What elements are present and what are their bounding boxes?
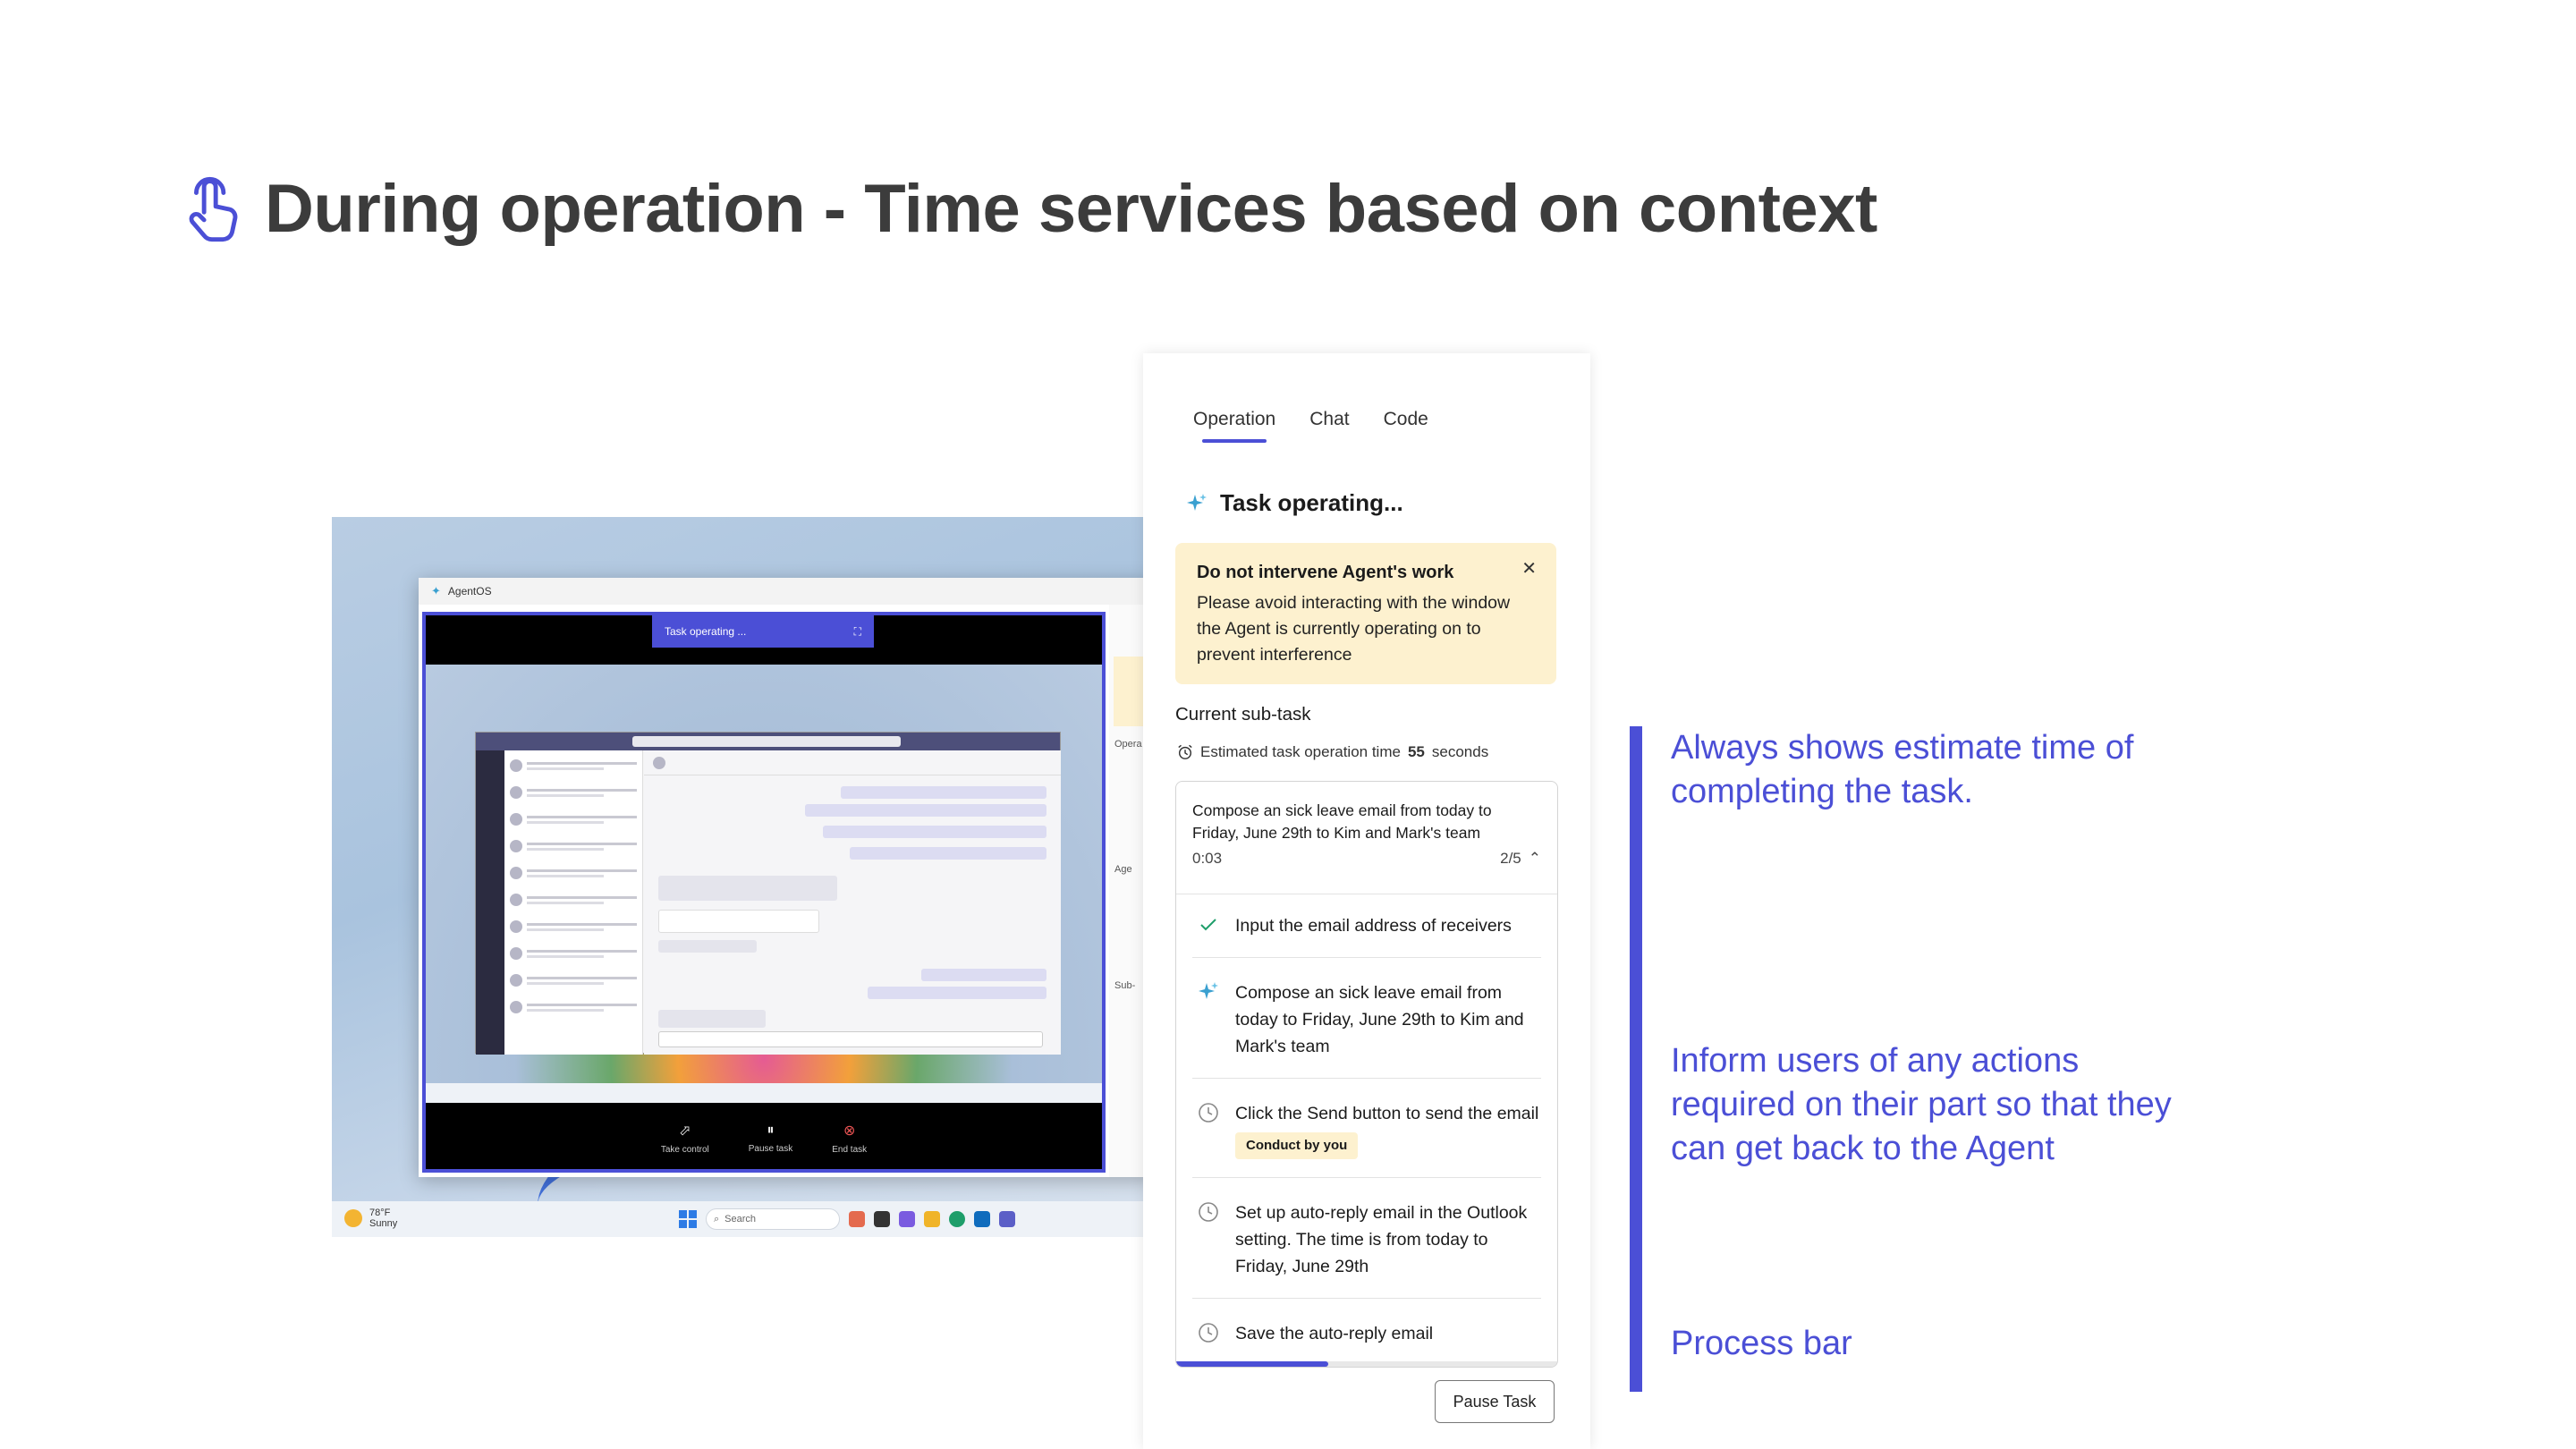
store-icon[interactable] [974,1211,990,1227]
hand-pointer-icon [182,175,245,243]
teams-topbar [476,733,1060,750]
sparkle-icon: ✦ [431,584,441,597]
operating-bar [652,615,874,648]
annotation-estimate-time: Always shows estimate time of completing the task. [1671,729,2134,810]
file-explorer-icon[interactable] [924,1211,940,1227]
tab-chat[interactable]: Chat [1309,409,1350,429]
task-status-heading [1186,489,1403,517]
side-label-sub: Sub- [1114,980,1136,991]
pause-icon: ⏸ [767,1122,775,1138]
clock-icon [1198,1102,1219,1123]
step-text: Set up auto-reply email in the Outlook setting. The time is from today to Friday, June 29th [1235,1203,1528,1276]
step-item [1192,1299,1541,1366]
taskbar-search-label: Search [724,1214,757,1224]
list-item [510,808,637,831]
edge-icon[interactable] [949,1211,965,1227]
estimated-time [1177,743,1488,761]
tab-operation[interactable]: Operation [1193,409,1275,443]
taskbar-center [679,1208,1015,1230]
agent-os-window [419,578,1155,1177]
step-text: Click the Send button to send the email [1235,1104,1539,1123]
estimate-unit: seconds [1431,743,1489,760]
clock-icon [1198,1322,1219,1343]
slide-title [182,170,1877,248]
chevron-up-icon[interactable]: ⌃ [1528,850,1541,867]
operation-controls [426,1106,1102,1170]
alarm-clock-icon [1177,744,1193,760]
annotation-process-bar: Process bar [1671,1325,1852,1362]
teams-app-window [475,732,1061,1054]
teams-icon[interactable] [999,1211,1015,1227]
step-text: Input the email address of receivers [1235,916,1512,936]
panel-tabs [1193,409,1428,443]
close-icon[interactable]: ✕ [1521,559,1537,579]
list-item [510,969,637,992]
list-item [510,861,637,885]
taskbar-search[interactable] [706,1208,840,1230]
list-item [510,754,637,777]
annotation-user-action: Inform users of any actions required on their part so that they can get back to the Agent [1671,1042,2172,1167]
estimate-prefix: Estimated task operation time [1200,743,1401,760]
subtask-meta [1192,850,1541,868]
search-icon: ⌕ [714,1213,720,1224]
progress-bar-fill [1176,1361,1328,1367]
subtask-card [1175,781,1558,1368]
chat-input [658,1031,1043,1047]
end-task-button[interactable] [832,1122,867,1155]
chat-bubble [658,940,757,953]
take-control-button[interactable] [661,1122,709,1155]
taskbar-app-icon[interactable] [849,1211,865,1227]
subtask-card-header[interactable] [1176,782,1557,894]
warning-title: Do not intervene Agent's work [1197,563,1454,582]
fullscreen-icon[interactable]: ⛶ [853,624,861,638]
warning-banner [1175,543,1556,684]
task-view-icon[interactable] [874,1211,890,1227]
end-task-label: End task [832,1144,868,1155]
tab-code[interactable]: Code [1383,409,1428,429]
teams-chat-pane [644,750,1061,1055]
conduct-by-you-badge: Conduct by you [1235,1132,1358,1159]
pause-task-control-button[interactable] [749,1123,792,1154]
chat-bubble [805,804,1046,817]
chat-bubble [868,987,1046,999]
step-count: 2/5 [1500,850,1521,867]
windows-start-icon[interactable] [679,1210,697,1228]
step-item [1192,1178,1541,1299]
operation-frame [422,612,1106,1173]
sparkle-icon [1198,981,1219,1003]
step-counter [1500,850,1541,868]
weather-temp: 78°F [369,1208,391,1218]
task-title: Task operating... [1220,489,1403,516]
chat-bubble [841,786,1046,799]
pause-task-label: Pause task [748,1143,793,1154]
agent-panel [1143,353,1590,1449]
list-item [510,835,637,858]
checkmark-icon [1198,914,1219,936]
side-label-operation: Opera [1114,739,1142,750]
chat-bubble [823,826,1046,838]
take-control-label: Take control [660,1144,709,1155]
step-text: Save the auto-reply email [1235,1324,1434,1343]
desktop-screenshot [332,517,1155,1237]
step-item [1192,1079,1541,1178]
teams-search-bar [632,736,901,747]
progress-bar [1176,1361,1557,1367]
operated-screen [426,665,1102,1103]
chat-bubble [850,847,1046,860]
list-item [510,915,637,938]
current-subtask-label: Current sub-task [1175,704,1311,724]
sun-icon [344,1209,362,1227]
weather-desc: Sunny [369,1218,398,1229]
pause-task-button[interactable]: Pause Task [1435,1380,1555,1423]
step-item [1192,894,1541,958]
cursor-icon: ⬀ [679,1123,691,1139]
warning-body: Please avoid interacting with the window the Agent is currently operating on to prevent interference [1197,593,1511,665]
inner-taskbar [426,1083,1102,1103]
annotation-bar [1630,726,1642,1392]
chat-header [644,750,1061,775]
chat-bubble [658,876,837,901]
step-item-active [1192,958,1541,1079]
elapsed-time: 0:03 [1192,850,1223,867]
clock-icon [1198,1201,1219,1223]
chat-attachment [658,910,819,933]
windows-taskbar [332,1201,1155,1237]
teams-app-rail [476,750,504,1055]
agent-window-titlebar [419,578,1155,605]
operating-bar-label: Task operating ... [665,625,747,638]
subtask-description: Compose an sick leave email from today to Friday, June 29th to Kim and Mark's team [1192,801,1492,842]
page-title: During operation - Time services based on context [265,171,1877,247]
sparkle-icon [1186,493,1208,514]
copilot-icon[interactable] [899,1211,915,1227]
agent-window-title: AgentOS [447,585,492,597]
list-item [510,888,637,911]
chat-bubble [658,1010,766,1028]
list-item [510,996,637,1019]
list-item [510,781,637,804]
step-text: Compose an sick leave email from today to Friday, June 29th to Kim and Mark's team [1235,983,1524,1056]
weather-widget[interactable] [344,1208,397,1229]
list-item [510,942,637,965]
stop-icon: ⊗ [843,1123,856,1139]
estimate-value: 55 [1407,743,1425,760]
side-label-agent: Age [1114,864,1132,875]
chat-bubble [921,969,1046,981]
teams-feed-list [504,750,643,1055]
